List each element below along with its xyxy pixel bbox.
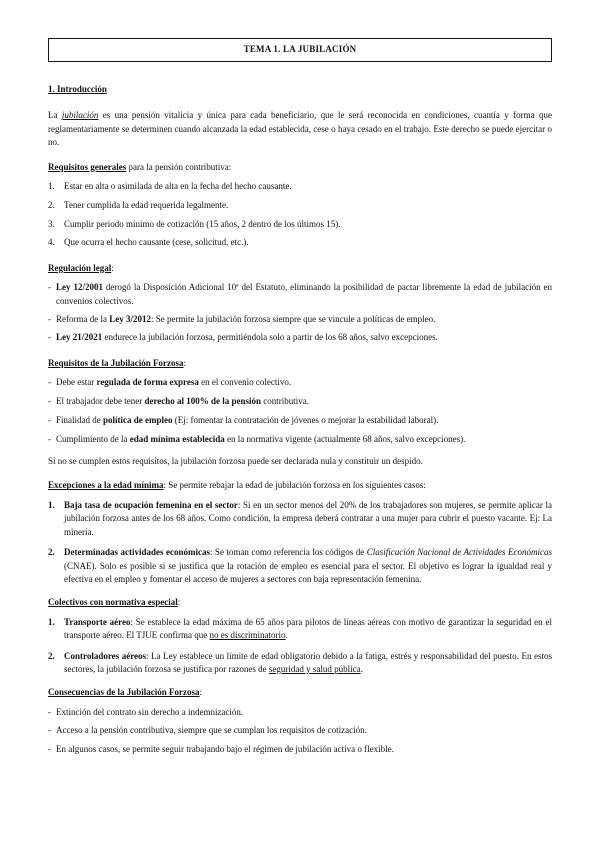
regulation-list xyxy=(48,281,552,345)
list-item: 4. Que ocurra el hecho causante (cese, solicitud, etc.). xyxy=(48,237,249,248)
list-item: 3. Cumplir periodo mínimo de cotización (15 años, 2 dentro de los últimos 15). xyxy=(48,218,341,229)
consequences-list xyxy=(48,706,552,756)
document-title: TEMA 1. LA JUBILACIÓN xyxy=(48,38,552,62)
forced-retirement-heading: Requisitos de la Jubilación Forzosa: xyxy=(48,357,187,368)
list-item: - Ley 12/2001 derogó la Disposición Adicional 10ª del Estatuto, eliminando la posibilidad de pactar libremente la edad de jubilación en convenios colectivos. xyxy=(48,282,553,306)
forced-retirement-list xyxy=(48,376,552,446)
forced-retirement-note: Si no se cumplen estos requisitos, la jubilación forzosa puede ser declarada nula y constituir un despido. xyxy=(48,456,423,467)
consequences-heading: Consecuencias de la Jubilación Forzosa: xyxy=(48,687,203,698)
list-item: 1. Transporte aéreo: Se establece la edad máxima de 65 años para pilotos de líneas aéreas con motivo de garantizar la seguridad en el transporte aéreo. El TJUE confirma que no es discriminatorio. xyxy=(48,616,552,641)
list-item: 1. Baja tasa de ocupación femenina en el sector: Si en un sector menos del 20% de los trabajadores son mujeres, se permite aplicar la jubilación forzosa antes de los 68 años. Como condición, la empresa deberá contratar a una mujer para cubrir el puesto vacante. Ej: La minería. xyxy=(48,499,552,537)
list-item: - El trabajador debe tener derecho al 100% de la pensión contributiva. xyxy=(48,396,310,407)
list-item: - Extinción del contrato sin derecho a indemnización. xyxy=(48,706,244,717)
list-item: 1. Estar en alta o asimilada de alta en la fecha del hecho causante. xyxy=(48,181,292,192)
intro-term: jubilación xyxy=(61,110,99,121)
list-item: 2. Tener cumplida la edad requerida legalmente. xyxy=(48,199,229,210)
requirements-heading: Requisitos generales para la pensión contributiva: xyxy=(48,161,232,172)
list-item: 2. Controladores aéreos: La Ley establece un límite de edad obligatorio debido a la fatiga, estrés y responsabilidad del puesto. En estos sectores, la jubilación forzosa se justifica por razones de seguridad y salud pública. xyxy=(48,650,552,674)
list-item: - Cumplimiento de la edad mínima establecida en la normativa vigente (actualmente 68 años, salvo excepciones). xyxy=(48,433,466,444)
intro-heading: 1. Introducción xyxy=(48,84,107,94)
list-item: - Finalidad de política de empleo (Ej: fomentar la contratación de jóvenes o mejorar la estabilidad laboral). xyxy=(48,414,439,425)
list-item: - Debe estar regulada de forma expresa en el convenio colectivo. xyxy=(48,377,292,388)
special-groups-list xyxy=(48,616,552,677)
regulation-heading: Regulación legal: xyxy=(48,262,114,273)
requirements-list xyxy=(48,180,552,250)
list-item: - Acceso a la pensión contributiva, siempre que se cumplan los requisitos de cotización. xyxy=(48,725,367,736)
intro-paragraph: La jubilación es una pensión vitalicia y única para cada beneficiario, que le será reconocida en condiciones, cuantía y forma que reglamentariamente se determinen cuando alcanzada la edad establecida, cese o haya cesado en el trabajo. Este derecho se puede ejercitar o no. xyxy=(48,110,552,148)
exceptions-heading: Excepciones a la edad mínima: Se permite rebajar la edad de jubilación forzosa en los siguientes casos: xyxy=(48,480,426,491)
list-item: 2. Determinadas actividades económicas: Se toman como referencia los códigos de Clasificación Nacional de Actividades Económicas (CNAE). Solo es posible si se justifica que la rotación de empleo es esencial para el sector. El objetivo es lograr la igualdad real y efectiva en el empleo y fomentar el acceso de mujeres a sectores con baja representación femenina. xyxy=(48,547,552,584)
special-groups-heading: Colectivos con normativa especial: xyxy=(48,597,181,608)
document-page xyxy=(48,38,552,756)
list-item: - Ley 21/2021 endurece la jubilación forzosa, permitiéndola solo a partir de los 68 años, salvo excepciones. xyxy=(48,332,438,343)
list-item: - Reforma de la Ley 3/2012: Se permite la jubilación forzosa siempre que se vincule a políticas de empleo. xyxy=(48,314,436,325)
list-item: - En algunos casos, se permite seguir trabajando bajo el régimen de jubilación activa o flexible. xyxy=(48,743,394,754)
exceptions-list xyxy=(48,499,552,586)
